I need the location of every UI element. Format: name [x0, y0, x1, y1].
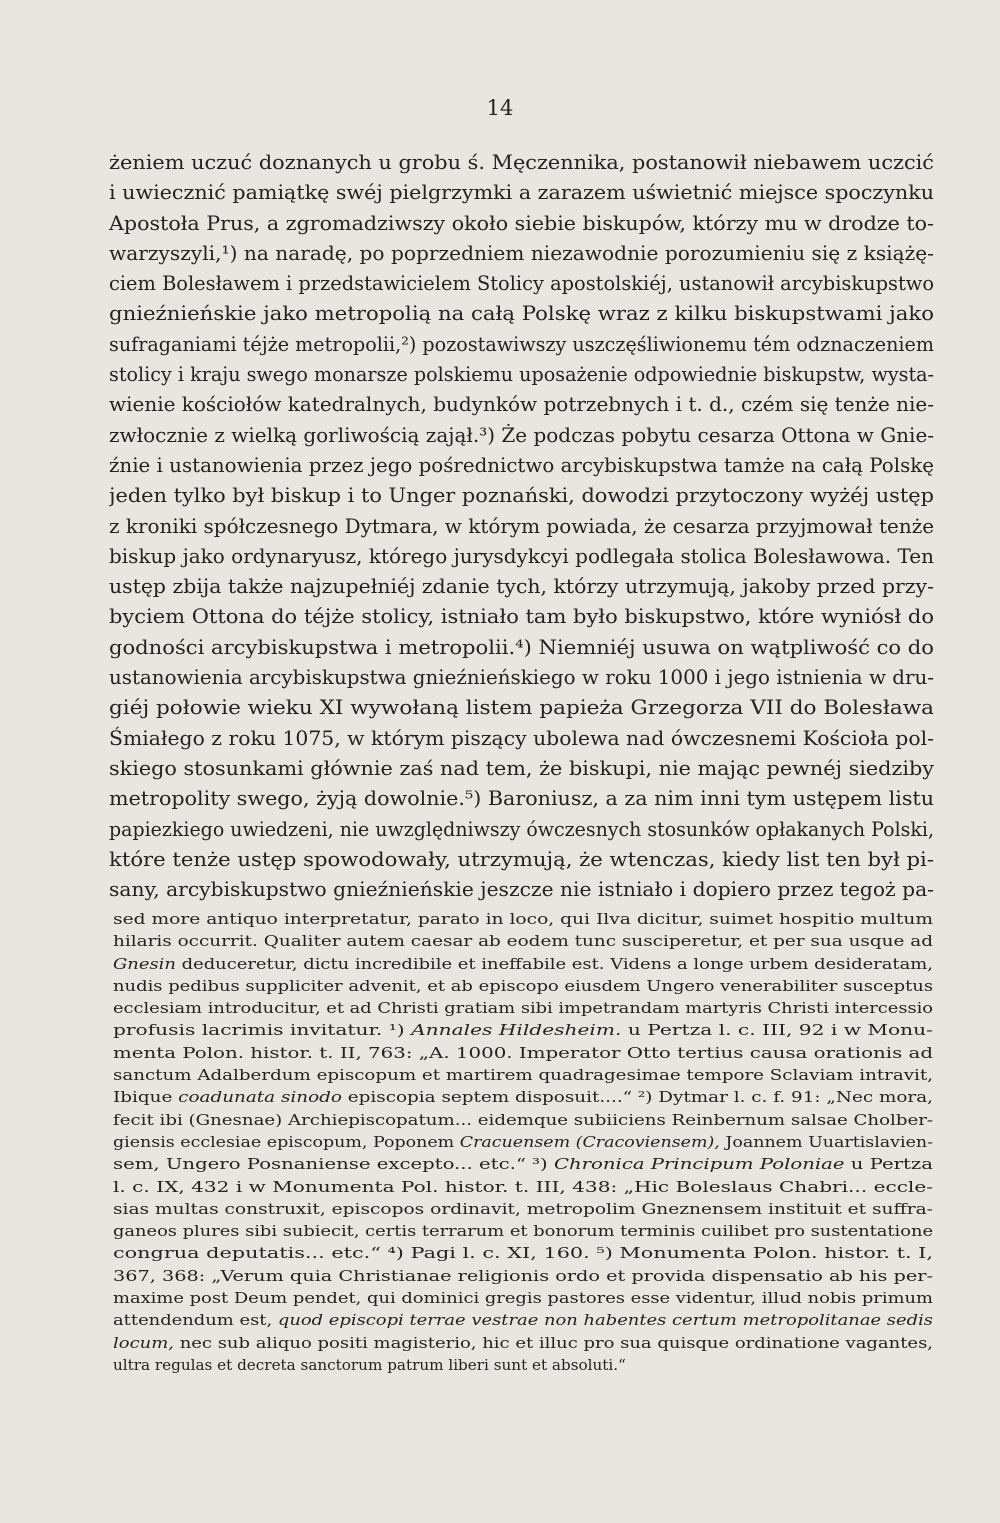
footnote-line	[113, 1309, 933, 1331]
text-line-content: z kroniki spółczesnego Dytmara, w którym powiada, że cesarza przyjmował tenże	[109, 514, 934, 538]
footnote-line	[113, 997, 933, 1019]
footnote-line-content	[113, 1131, 933, 1153]
footnote-line	[113, 1242, 933, 1264]
text-line-content: metropolity swego, żyją dowolnie.⁵) Baroniusz, a za nim inni tym ustępem listu	[109, 787, 934, 811]
text-line-content: które tenże ustęp spowodowały, utrzymują, że wtenczas, kiedy list ten był pi-	[109, 847, 934, 871]
text-segment: sed more antiquo interpretatur, parato in loco, qui Ilva dicitur, suimet hospitio multum	[113, 910, 933, 928]
text-line	[109, 693, 934, 723]
footnote-line-content	[113, 953, 933, 975]
italic-segment: quod episcopi terrae vestrae non habentes certum metropolitanae sedis	[277, 1311, 933, 1330]
text-segment: nudis pedibus suppliciter advenit, et ab episcopo eiusdem Ungero venerabiliter susceptus	[113, 976, 933, 995]
footnote-line-content	[113, 908, 933, 930]
text-line	[109, 360, 934, 390]
text-line-content: ustęp zbija także najzupełniéj zdanie tych, którzy utrzymują, jakoby przed przy-	[109, 575, 934, 599]
footnote-line-content	[113, 1019, 933, 1041]
text-line	[109, 724, 934, 754]
text-segment: ganeos plures sibi subiecit, certis terrarum et bonorum terminis cuilibet pro sustentatione	[113, 1222, 933, 1241]
text-segment: l. c. IX, 432 i w Monumenta Pol. histor. t. III, 438: „Hic Boleslaus Chabri... eccle-	[113, 1177, 933, 1196]
footnote-line	[113, 1176, 933, 1198]
text-segment: nec sub aliquo positi magisterio, hic et illuc pro sua quisque ordinatione vagantes,	[173, 1333, 933, 1352]
text-line-content: żeniem uczuć doznanych u grobu ś. Męczennika, postanowił niebawem uczcić	[109, 151, 934, 174]
footnote-line-content	[113, 1086, 933, 1108]
footnote-line	[113, 1287, 933, 1309]
text-segment: giensis ecclesiae episcopum, Poponem	[113, 1132, 460, 1151]
footnote-line-content	[113, 1220, 933, 1242]
text-line-content: papiezkiego uwiedzeni, nie uwzględniwszy ówczesnych stosunków opłakanych Polski,	[109, 817, 934, 841]
text-line	[109, 178, 934, 208]
italic-segment: Chronica Principum Poloniae	[553, 1155, 845, 1174]
text-segment: sanctum Adalberdum episcopum et martirem quadragesimae tempore Sclaviam intravit,	[113, 1066, 933, 1085]
text-segment: sias multas construxit, episcopos ordinavit, metropolim Gneznensem instituit et suffra-	[113, 1199, 933, 1218]
text-segment: Ibique	[113, 1088, 179, 1107]
text-line	[109, 239, 934, 269]
footnote-line-content	[113, 1287, 933, 1309]
footnote-line-content	[113, 975, 933, 997]
footnote-line-content	[113, 1265, 933, 1287]
text-line	[109, 481, 934, 511]
text-segment: hilaris occurrit. Qualiter autem caesar ab eodem tunc susciperetur, et per sua usque ad	[113, 932, 933, 951]
text-line-content: jeden tylko był biskup i to Unger poznański, dowodzi przytoczony wyżéj ustęp	[109, 484, 934, 508]
text-segment: u Pertza l. c. III, 92 i w Monu-	[621, 1021, 933, 1040]
footnote-line	[113, 1220, 933, 1242]
text-line	[109, 663, 934, 693]
text-segment: sem, Ungero Posnaniense excepto... etc.“ ³)	[113, 1155, 554, 1174]
footnote-line-content	[113, 1153, 933, 1175]
text-line-content: warzyszyli,¹) na naradę, po poprzedniem niezawodnie porozumieniu się z książę-	[109, 241, 934, 265]
footnote-line-content	[113, 1242, 933, 1264]
footnote-line	[113, 1354, 933, 1376]
footnotes	[113, 908, 933, 1376]
footnote-line-content	[113, 1309, 933, 1331]
text-line	[109, 269, 934, 299]
text-line	[109, 148, 934, 178]
footnote-line	[113, 1265, 933, 1287]
footnote-line-content	[113, 1042, 933, 1064]
italic-segment: Gnesin	[113, 954, 176, 973]
text-line-content: źnie i ustanowienia przez jego pośrednictwo arcybiskupstwa tamże na całą Polskę	[109, 453, 934, 477]
text-line	[109, 330, 934, 360]
text-segment: ultra regulas et decreta sanctorum patrum liberi sunt et absoluti.“	[113, 1355, 626, 1374]
text-line	[109, 390, 934, 420]
text-line-content: byciem Ottona do téjże stolicy, istniało tam było biskupstwo, które wyniósł do	[109, 605, 934, 629]
text-line	[109, 512, 934, 542]
italic-segment: Cracuensem (Cracoviensem),	[459, 1132, 720, 1151]
italic-segment: Annales Hildesheim.	[411, 1021, 622, 1040]
text-line-content: sufraganiami téjże metropolii,²) pozostawiwszy uszczęśliwionemu tém odznaczeniem	[109, 332, 934, 356]
text-segment: maxime post Deum pendet, qui dominici gregis pastores esse videntur, illud nobis primum	[113, 1289, 933, 1308]
text-segment: episcopia septem disposuit....“ ²) Dytmar l. c. f. 91: „Nec mora,	[341, 1088, 933, 1107]
text-line	[109, 572, 934, 602]
footnote-line	[113, 1109, 933, 1131]
text-line-content: skiego stosunkami głównie zaś nad tem, że biskupi, nie mając pewnéj siedziby	[109, 756, 934, 780]
text-line	[109, 784, 934, 814]
text-line-content: gnieźnieńskie jako metropolią na całą Polskę wraz z kilku biskupstwami jako	[109, 302, 934, 326]
footnote-line	[113, 930, 933, 952]
text-line-content: giéj połowie wieku XI wywołaną listem papieża Grzegorza VII do Bolesława	[109, 696, 934, 720]
text-segment: u Pertza	[844, 1155, 933, 1174]
page-number: 14	[486, 96, 514, 120]
text-segment: fecit ibi (Gnesnae) Archiepiscopatum... eidemque subiiciens Reinbernum salsae Cholber-	[113, 1110, 933, 1129]
footnote-line	[113, 1131, 933, 1153]
text-segment: ecclesiam introducitur, et ad Christi gratiam sibi impetrandam martyris Christi intercessio	[113, 999, 933, 1018]
footnote-line	[113, 1064, 933, 1086]
text-line-content: stolicy i kraju swego monarsze polskiemu uposażenie odpowiednie biskupstw, wysta-	[109, 363, 934, 387]
footnote-line-content	[113, 1109, 933, 1131]
italic-segment: coadunata sinodo	[178, 1088, 342, 1107]
footnote-line-content	[113, 1332, 933, 1354]
text-line	[109, 754, 934, 784]
text-segment: 367, 368: „Verum quia Christianae religionis ordo et provida dispensatio ab his per-	[113, 1266, 933, 1285]
footnote-line	[113, 975, 933, 997]
text-line	[109, 815, 934, 845]
footnote-line	[113, 1198, 933, 1220]
text-line-content: godności arcybiskupstwa i metropolii.⁴) Niemniéj usuwa on wątpliwość co do	[109, 635, 934, 659]
text-line-content: ustanowienia arcybiskupstwa gnieźnieńskiego w roku 1000 i jego istnienia w dru-	[109, 666, 934, 690]
footnote-line	[113, 1153, 933, 1175]
text-segment: deduceretur, dictu incredibile et ineffabile est. Videns a longe urbem desideratam,	[175, 954, 933, 973]
footnote-line-content	[113, 1354, 626, 1376]
footnote-line-content	[113, 1198, 933, 1220]
text-segment: attendendum est,	[113, 1311, 278, 1330]
text-line	[109, 633, 934, 663]
footnote-line	[113, 1042, 933, 1064]
footnote-line-content	[113, 930, 933, 952]
text-line	[109, 875, 934, 905]
text-segment: menta Polon. histor. t. II, 763: „A. 1000. Imperator Otto tertius causa orationis ad	[113, 1043, 933, 1062]
text-line	[109, 209, 934, 239]
text-segment: Joannem Uuartislavien-	[719, 1132, 933, 1151]
text-line	[109, 845, 934, 875]
text-segment: congrua deputatis... etc.“ ⁴) Pagi l. c. XI, 160. ⁵) Monumenta Polon. histor. t. I,	[113, 1244, 933, 1263]
footnote-line	[113, 1019, 933, 1041]
text-line	[109, 299, 934, 329]
text-line-content: zwłocznie z wielką gorliwością zajął.³) Że podczas pobytu cesarza Ottona w Gnie-	[109, 423, 934, 447]
footnote-line-content	[113, 1064, 933, 1086]
text-line	[109, 451, 934, 481]
text-line-content: sany, arcybiskupstwo gnieźnieńskie jeszcze nie istniało i dopiero przez tegoż pa-	[109, 878, 934, 902]
text-line	[109, 421, 934, 451]
text-line-content: biskup jako ordynaryusz, którego jurysdykcyi podlegała stolica Bolesławowa. Ten	[109, 544, 934, 568]
text-segment: profusis lacrimis invitatur. ¹)	[113, 1021, 412, 1040]
footnote-line-content	[113, 997, 933, 1019]
text-line-content: wienie kościołów katedralnych, budynków potrzebnych i t. d., czém się tenże nie-	[109, 393, 934, 417]
main-text	[109, 148, 934, 905]
italic-segment: locum,	[113, 1333, 174, 1352]
footnote-line	[113, 908, 933, 930]
footnote-line	[113, 1086, 933, 1108]
text-line-content: Apostoła Prus, a zgromadziwszy około siebie biskupów, którzy mu w drodze to-	[109, 211, 934, 235]
text-line-content: Śmiałego z roku 1075, w którym piszący ubolewa nad ówczesnemi Kościoła pol-	[109, 726, 934, 750]
text-line-content: i uwiecznić pamiątkę swéj pielgrzymki a zarazem uświetnić miejsce spoczynku	[109, 181, 934, 205]
text-line-content: ciem Bolesławem i przedstawicielem Stolicy apostolskiéj, ustanowił arcybiskupstwo	[109, 272, 934, 296]
footnote-line-content	[113, 1176, 933, 1198]
text-line	[109, 542, 934, 572]
text-line	[109, 602, 934, 632]
footnote-line	[113, 1332, 933, 1354]
footnote-line	[113, 953, 933, 975]
